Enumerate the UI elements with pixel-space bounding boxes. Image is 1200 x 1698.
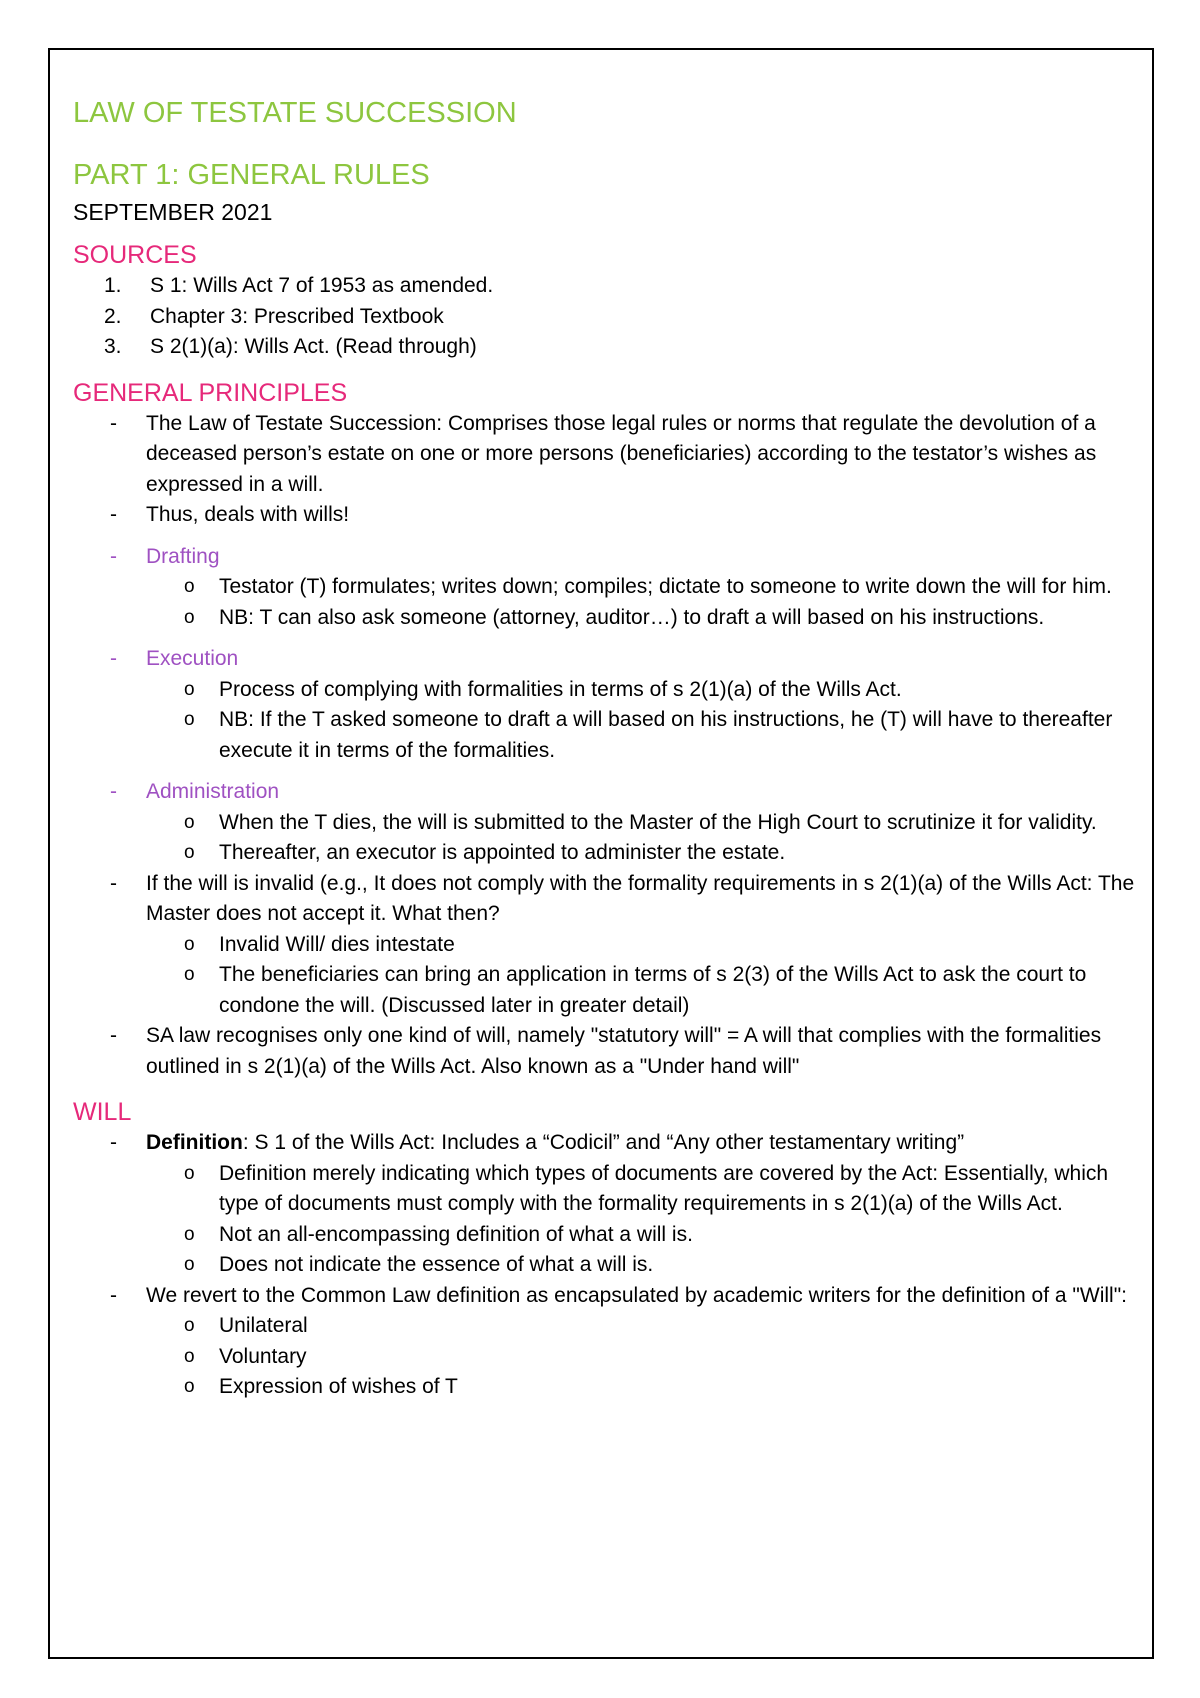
sources-heading: SOURCES xyxy=(73,241,197,269)
list-item-text: Does not indicate the essence of what a will is. xyxy=(219,1253,654,1276)
list-item xyxy=(73,838,1143,869)
list-number: 1. xyxy=(104,274,122,297)
principles-list xyxy=(73,409,1143,1083)
circle-bullet: o xyxy=(184,709,195,730)
list-item xyxy=(73,1250,1143,1281)
dash-bullet: - xyxy=(110,503,117,526)
list-item xyxy=(73,930,1143,961)
list-item xyxy=(73,1342,1143,1373)
subheading-label: Administration xyxy=(146,780,280,803)
list-number: 3. xyxy=(104,335,122,358)
list-item-text: Testator (T) formulates; writes down; compiles; dictate to someone to write down the will for him. xyxy=(219,575,1112,598)
dash-bullet: - xyxy=(110,1131,117,1154)
subheading-execution xyxy=(73,644,1143,675)
circle-bullet: o xyxy=(184,1254,195,1275)
list-item-text: Thereafter, an executor is appointed to administer the estate. xyxy=(219,841,786,864)
circle-bullet: o xyxy=(184,964,195,985)
definition-label: Definition xyxy=(146,1131,243,1154)
list-item-text: S 2(1)(a): Wills Act. (Read through) xyxy=(150,335,477,358)
list-item-text: NB: If the T asked someone to draft a will based on his instructions, he (T) will have to thereafter execute it in terms of the formalities. xyxy=(219,708,1113,762)
circle-bullet: o xyxy=(184,842,195,863)
general-principles-heading: GENERAL PRINCIPLES xyxy=(73,378,348,407)
dash-bullet: - xyxy=(110,411,117,435)
subheading-label: Execution xyxy=(146,647,239,670)
circle-bullet: o xyxy=(184,811,195,833)
circle-bullet: o xyxy=(184,576,195,597)
list-item-text: If the will is invalid (e.g., It does not comply with the formality requirements in s 2(1)(a) of the Wills Act: The Master does not accept it. What then? xyxy=(146,871,1135,925)
circle-bullet: o xyxy=(184,1162,195,1184)
dash-bullet: - xyxy=(110,544,117,568)
list-item xyxy=(73,1021,1143,1082)
list-item-text: S 1: Wills Act 7 of 1953 as amended. xyxy=(150,274,494,297)
list-item xyxy=(73,603,1143,634)
dash-bullet: - xyxy=(110,1283,117,1307)
list-item-text: Definition merely indicating which types of documents are covered by the Act: Essentially, which type of documents must comply with the formality requirements in s 2(1)(a) of the Wills Act. xyxy=(219,1161,1109,1215)
sources-list xyxy=(73,271,1143,363)
list-item-text: The beneficiaries can bring an application in terms of s 2(3) of the Wills Act to ask the court to condone the will. (Discussed later in greater detail) xyxy=(219,963,1087,1017)
list-item-text: NB: T can also ask someone (attorney, auditor…) to draft a will based on his instructions. xyxy=(219,605,1045,629)
circle-bullet: o xyxy=(184,1223,195,1245)
circle-bullet: o xyxy=(184,678,195,700)
list-item xyxy=(73,332,1143,363)
list-item-text: Unilateral xyxy=(219,1314,308,1337)
dash-bullet: - xyxy=(110,647,117,670)
list-item-text: Process of complying with formalities in terms of s 2(1)(a) of the Wills Act. xyxy=(219,677,902,701)
list-item-text: Invalid Will/ dies intestate xyxy=(219,932,455,956)
list-item xyxy=(73,1311,1143,1342)
will-heading: WILL xyxy=(73,1098,132,1126)
list-item xyxy=(73,1281,1143,1312)
list-item xyxy=(73,409,1143,501)
list-item xyxy=(73,1220,1143,1251)
list-item xyxy=(73,869,1143,930)
list-item-text: Chapter 3: Prescribed Textbook xyxy=(150,304,444,328)
list-item xyxy=(73,271,1143,302)
list-item xyxy=(73,705,1143,766)
will-list xyxy=(73,1128,1143,1403)
dash-bullet: - xyxy=(110,871,117,895)
list-item xyxy=(73,1372,1143,1403)
circle-bullet: o xyxy=(184,1345,195,1367)
subheading-label: Drafting xyxy=(146,544,220,568)
list-item xyxy=(73,808,1143,839)
list-item-text: Voluntary xyxy=(219,1344,307,1368)
list-item xyxy=(73,1159,1143,1220)
subheading-drafting xyxy=(73,542,1143,573)
list-item-text: Thus, deals with wills! xyxy=(146,503,350,526)
list-item-text: We revert to the Common Law definition as encapsulated by academic writers for the definition of a "Will": xyxy=(146,1283,1127,1307)
list-item-text: SA law recognises only one kind of will, namely "statutory will" = A will that complies with the formalities outlined in s 2(1)(a) of the Wills Act. Also known as a "Under hand will" xyxy=(146,1024,1102,1078)
document-body xyxy=(73,95,1143,1403)
list-item xyxy=(73,572,1143,603)
circle-bullet: o xyxy=(184,1376,195,1397)
part-heading: PART 1: GENERAL RULES xyxy=(73,159,430,191)
subheading-administration xyxy=(73,777,1143,808)
dash-bullet: - xyxy=(110,1024,117,1047)
circle-bullet: o xyxy=(184,933,195,955)
list-item xyxy=(73,675,1143,706)
list-item xyxy=(73,500,1143,531)
list-number: 2. xyxy=(104,304,122,328)
date-heading: SEPTEMBER 2021 xyxy=(73,199,273,225)
list-item-text: Expression of wishes of T xyxy=(219,1375,458,1398)
circle-bullet: o xyxy=(184,1315,195,1336)
list-item xyxy=(73,960,1143,1021)
document-title: LAW OF TESTATE SUCCESSION xyxy=(73,97,517,129)
list-item-text: When the T dies, the will is submitted to the Master of the High Court to scrutinize it for validity. xyxy=(219,810,1097,834)
definition-text: : S 1 of the Wills Act: Includes a “Codicil” and “Any other testamentary writing” xyxy=(242,1131,965,1154)
list-item xyxy=(73,1128,1143,1159)
list-item-text: The Law of Testate Succession: Comprises those legal rules or norms that regulate the devolution of a deceased person’s estate on one or more persons (beneficiaries) according to the testator’s wishes as expressed in a will. xyxy=(146,411,1097,496)
circle-bullet: o xyxy=(184,606,195,628)
dash-bullet: - xyxy=(110,780,117,803)
list-item-text: Not an all-encompassing definition of what a will is. xyxy=(219,1222,693,1246)
list-item xyxy=(73,302,1143,333)
